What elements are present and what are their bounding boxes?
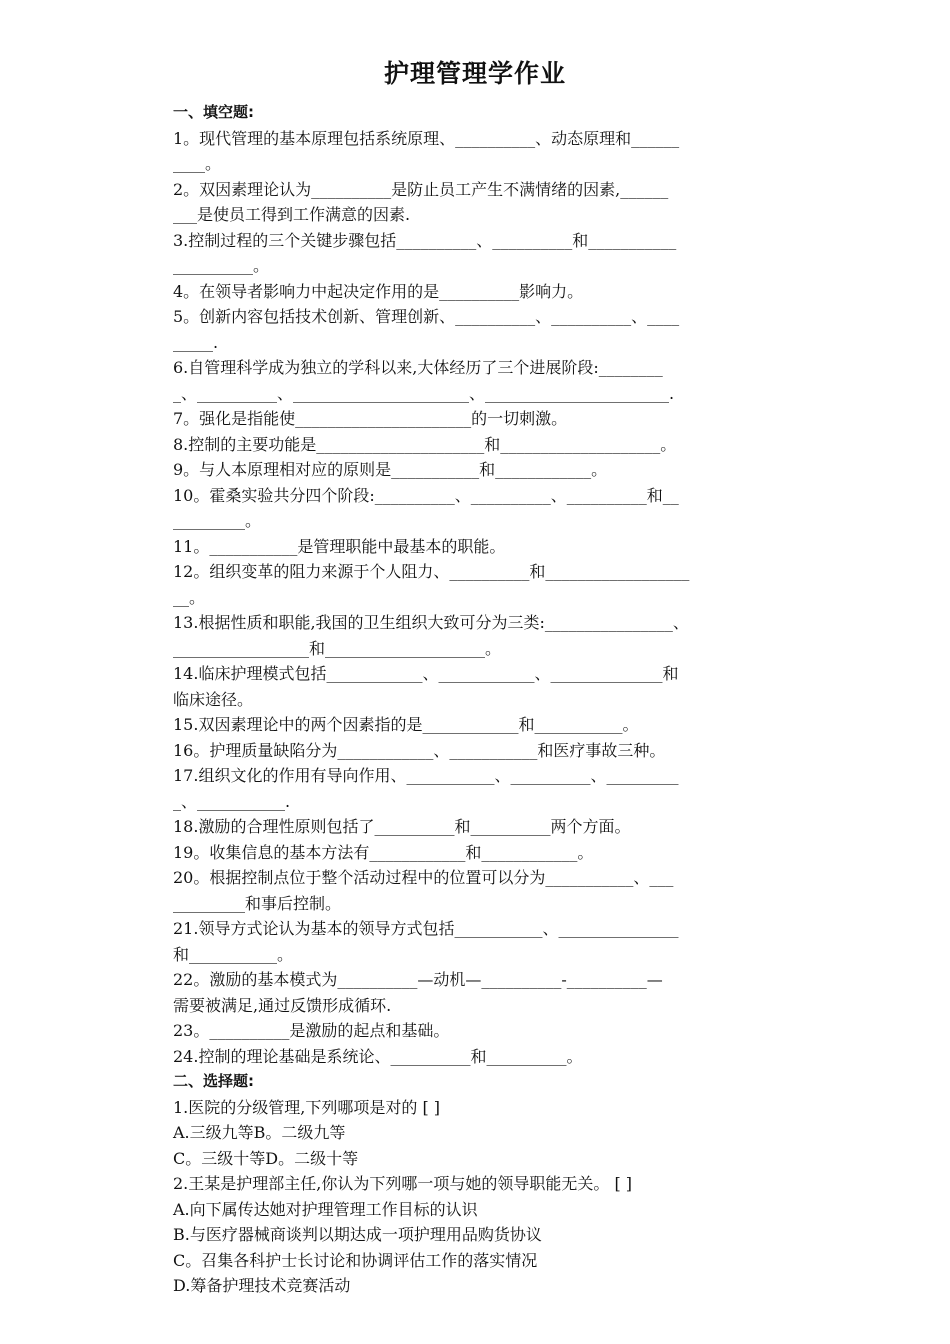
fill-in-line: _、__________、______________________、_______________________.: [173, 383, 675, 403]
choice-line: D.筹备护理技术竞赛活动: [173, 1276, 351, 1295]
fill-in-line: 24.控制的理论基础是系统论、__________和__________。: [173, 1046, 583, 1066]
fill-in-line: 和___________。: [173, 944, 294, 964]
fill-in-line: 21.领导方式论认为基本的领导方式包括___________、_______________: [173, 919, 679, 938]
choice-line: B.与医疗器械商谈判以期达成一项护理用品购货协议: [173, 1225, 542, 1244]
choice-line: A.三级九等B。二级九等: [173, 1123, 346, 1142]
fill-in-line: _____.: [173, 332, 219, 352]
fill-in-line: 14.临床护理模式包括____________、____________、______________和: [173, 664, 679, 683]
fill-in-line: 9。与人本原理相对应的原则是___________和____________。: [173, 460, 608, 479]
fill-in-line: 5。创新内容包括技术创新、管理创新、__________、__________、____: [173, 307, 680, 326]
fill-in-line: _________________和____________________。: [173, 638, 502, 658]
fill-in-line: ___是使员工得到工作满意的因素.: [173, 205, 411, 224]
fill-in-line: __。: [173, 587, 206, 607]
page-title: 护理管理学作业: [383, 59, 566, 88]
fill-in-line: _________。: [173, 511, 262, 530]
fill-in-line: _、___________.: [173, 791, 291, 811]
choice-line: 1.医院的分级管理,下列哪项是对的 [ ]: [173, 1097, 441, 1117]
fill-in-line: 10。霍桑实验共分四个阶段:__________、__________、__________和__: [173, 485, 679, 505]
choice-questions: [173, 1095, 777, 1299]
fill-in-line: 4。在领导者影响力中起决定作用的是__________影响力。: [173, 281, 584, 301]
fill-in-line: 1。现代管理的基本原理包括系统原理、__________、动态原理和______: [173, 128, 680, 148]
fill-in-line: 23。__________是激励的起点和基础。: [173, 1021, 450, 1040]
fill-in-line: 7。强化是指能使______________________的一切刺激。: [173, 409, 568, 428]
fill-in-line: ____。: [173, 154, 222, 173]
section-heading-fill-in: 一、填空题:: [173, 103, 254, 121]
fill-in-line: 6.自管理科学成为独立的学科以来,大体经历了三个进展阶段:________: [173, 358, 663, 377]
fill-in-line: 3.控制过程的三个关键步骤包括__________、__________和___________: [173, 230, 677, 250]
fill-in-questions: [173, 126, 777, 1070]
choice-line: C。召集各科护士长讨论和协调评估工作的落实情况: [173, 1250, 538, 1270]
fill-in-line: 8.控制的主要功能是_____________________和____________________。: [173, 434, 677, 454]
fill-in-line: _________和事后控制。: [173, 893, 342, 913]
fill-in-line: 2。双因素理论认为__________是防止员工产生不满情绪的因素,______: [173, 179, 669, 199]
fill-in-line: __________。: [173, 256, 270, 275]
fill-in-line: 18.激励的合理性原则包括了__________和__________两个方面。: [173, 817, 631, 836]
choice-line: 2.王某是护理部主任,你认为下列哪一项与她的领导职能无关。 [ ]: [173, 1174, 633, 1193]
fill-in-line: 19。收集信息的基本方法有____________和____________。: [173, 842, 594, 862]
fill-in-line: 需要被满足,通过反馈形成循环.: [173, 995, 392, 1015]
fill-in-line: 16。护理质量缺陷分为____________、___________和医疗事故三种。: [173, 740, 666, 760]
fill-in-line: 临床途径。: [173, 689, 254, 709]
fill-in-line: 22。激励的基本模式为__________—动机—__________-__________—: [173, 970, 663, 989]
section-heading-choice: 二、选择题:: [173, 1072, 254, 1090]
choice-line: C。三级十等D。二级十等: [173, 1148, 359, 1168]
fill-in-line: 11。___________是管理职能中最基本的职能。: [173, 536, 506, 556]
document-body: [173, 100, 777, 1299]
fill-in-line: 12。组织变革的阻力来源于个人阻力、__________和__________________: [173, 562, 690, 581]
fill-in-line: 15.双因素理论中的两个因素指的是____________和___________。: [173, 715, 639, 734]
fill-in-line: 20。根据控制点位于整个活动过程中的位置可以分为___________、___: [173, 868, 674, 887]
fill-in-line: 13.根据性质和职能,我国的卫生组织大致可分为三类:________________、: [173, 613, 689, 632]
choice-line: A.向下属传达她对护理管理工作目标的认识: [173, 1199, 478, 1219]
fill-in-line: 17.组织文化的作用有导向作用、___________、__________、_________: [173, 766, 679, 785]
